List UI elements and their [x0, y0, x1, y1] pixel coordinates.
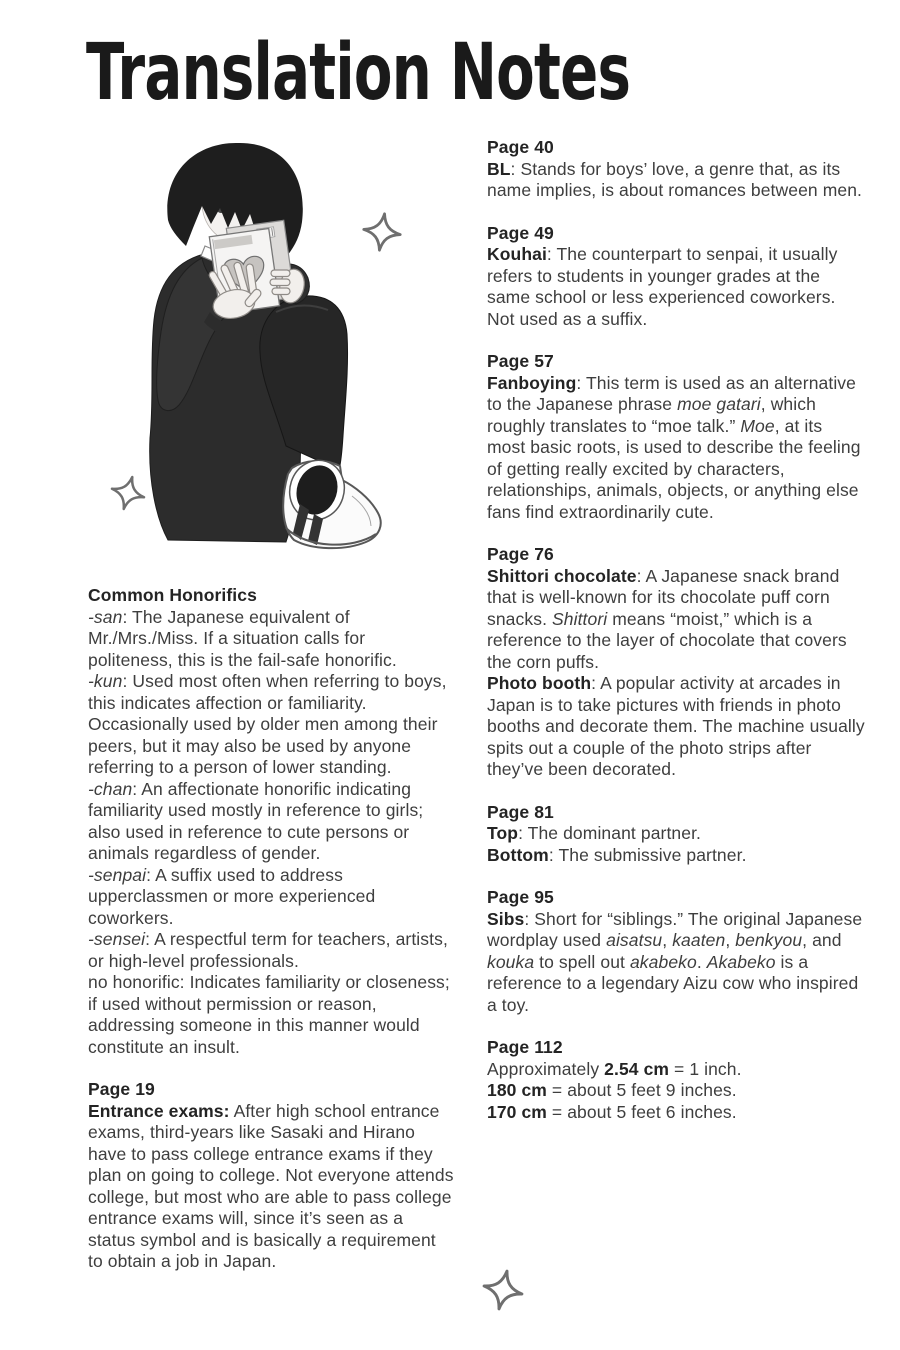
section-common-honorifics: [88, 585, 454, 1058]
sparkle-icon: [110, 474, 146, 512]
note-paragraph: Shittori chocolate: A Japanese snack brand that is well-known for its chocolate puff corn snacks. Shittori means “moist,” which is a reference to the layer of chocolate that covers the corn puffs.: [487, 565, 847, 672]
section-page-76: [487, 544, 865, 781]
section-heading: Page 57: [487, 351, 554, 371]
section-heading: Page 112: [487, 1037, 563, 1057]
honorific-entry-kun: -kun: Used most often when referring to boys, this indicates affection or familiarity. Occasionally used by older men among their peers, but it may also be used by anyone referring to a person of lower standing.: [88, 671, 447, 777]
section-heading: Page 19: [88, 1079, 155, 1099]
note-paragraph: Top: The dominant partner.: [487, 823, 702, 843]
section-page-19: [88, 1079, 454, 1273]
section-heading: Page 81: [487, 801, 554, 822]
section-page-112: [487, 1037, 865, 1123]
section-page-40: [487, 137, 865, 202]
boy-illustration-svg: [108, 136, 390, 560]
right-column: [487, 137, 865, 1144]
honorific-entry-chan: -chan: An affectionate honorific indicating familiarity used mostly in reference to girls; also used in reference to cute persons or animals regardless of gender.: [88, 778, 424, 863]
honorific-entry-none: no honorific: Indicates familiarity or closeness; if used without permission or reason, addressing someone in this manner would constitute an insult.: [88, 972, 450, 1057]
sparkle-icon: [362, 209, 402, 255]
section-page-57: [487, 351, 865, 523]
section-page-49: [487, 223, 865, 331]
note-paragraph: BL: Stands for boys’ love, a genre that, as its name implies, is about romances between men.: [487, 158, 863, 200]
section-heading: Page 95: [487, 887, 554, 907]
section-heading: Page 76: [487, 544, 554, 564]
honorific-entry-san: -san: The Japanese equivalent of Mr./Mrs./Miss. If a situation calls for politeness, this is the fail-safe honorific.: [88, 606, 397, 670]
note-paragraph: Fanboying: This term is used as an alternative to the Japanese phrase moe gatari, which roughly translates to “moe talk.” Moe, at its most basic roots, is used to describe the feeling of getting really excited by characters, relationships, animals, objects, or anything else fans find extraordinarily cute.: [487, 372, 861, 522]
section-page-95: [487, 887, 865, 1016]
section-heading: Page 49: [487, 222, 554, 243]
note-paragraph: Kouhai: The counterpart to senpai, it usually refers to students in younger grades at the same school or less experienced coworkers. Not used as a suffix.: [487, 244, 838, 329]
section-page-81: [487, 802, 865, 867]
boy-illustration: [108, 136, 390, 560]
section-heading: Common Honorifics: [88, 585, 257, 605]
note-paragraph: Approximately 2.54 cm = 1 inch.: [487, 1058, 742, 1079]
note-paragraph: Sibs: Short for “siblings.” The original Japanese wordplay used aisatsu, kaaten, benkyou, and kouka to spell out akabeko. Akabeko is a reference to a legendary Aizu cow who inspired a toy.: [487, 908, 863, 1015]
sparkle-icon: [482, 1264, 524, 1316]
note-paragraph: Photo booth: A popular activity at arcades in Japan is to take pictures with friends in photo booths and decorate them. The machine usually spits out a couple of the photo strips after they’ve been decorated.: [487, 673, 865, 779]
note-paragraph: Entrance exams: After high school entrance exams, third-years like Sasaki and Hirano have to pass college entrance exams if they plan on going to college. Not everyone attends college, but most who are able to pass college entrance exams will, since it’s seen as a status symbol and is basically a requirement to obtain a job in Japan.: [88, 1100, 454, 1271]
honorific-entry-sensei: -sensei: A respectful term for teachers, artists, or high-level professionals.: [88, 929, 448, 971]
section-heading: Page 40: [487, 137, 554, 157]
note-paragraph: Bottom: The submissive partner.: [487, 844, 747, 865]
note-paragraph: 180 cm = about 5 feet 9 inches.: [487, 1080, 737, 1100]
honorific-entry-senpai: -senpai: A suffix used to address upperclassmen or more experienced coworkers.: [88, 864, 376, 928]
left-column: [88, 585, 454, 1294]
page-title: Translation Notes: [86, 28, 631, 118]
note-paragraph: 170 cm = about 5 feet 6 inches.: [487, 1101, 737, 1122]
